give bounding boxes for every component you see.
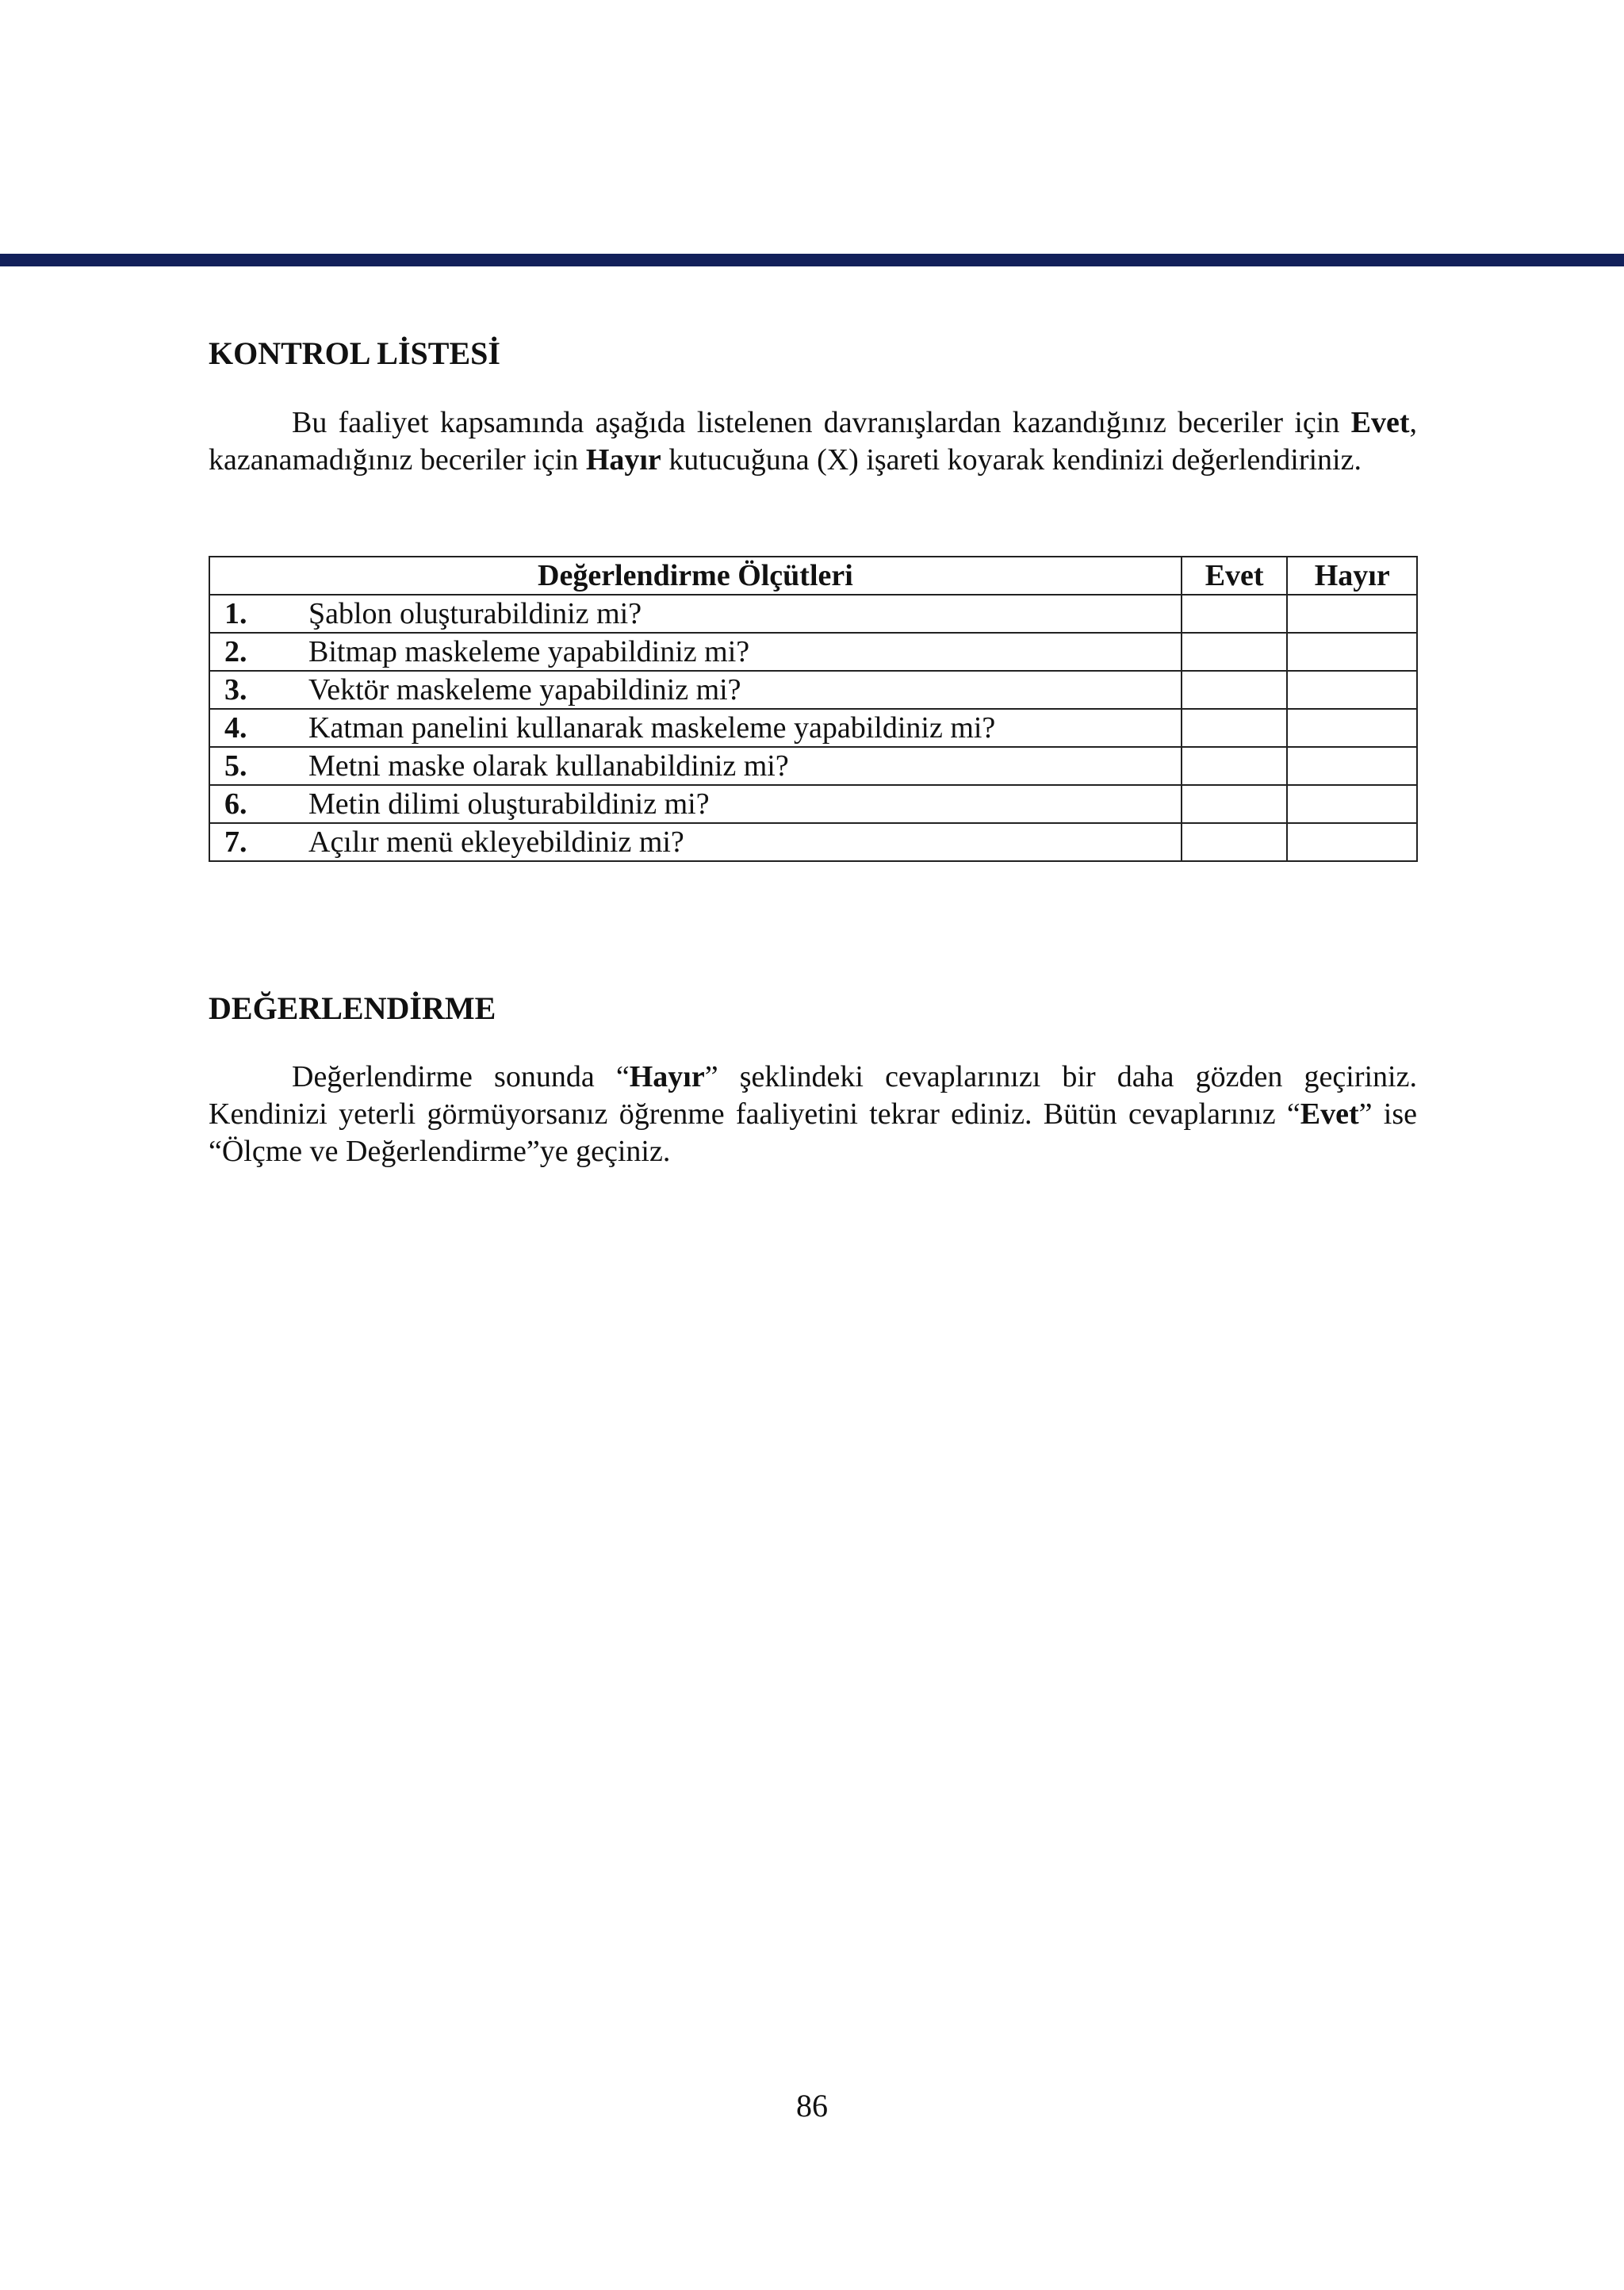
table-header-row (209, 557, 1417, 595)
evet-checkbox-cell[interactable] (1182, 633, 1288, 671)
row-text: Bitmap maskeleme yapabildiniz mi? (308, 635, 750, 668)
eval-text-evet: Evet (1300, 1097, 1359, 1131)
evet-checkbox-cell[interactable] (1182, 709, 1288, 747)
intro-paragraph-block (209, 404, 1417, 479)
header-evet: Evet (1182, 557, 1288, 595)
table-row (209, 747, 1417, 785)
criteria-cell (209, 633, 1182, 671)
eval-text-2: ” şeklindeki cevaplarınızı bir daha gözden geçiriniz. Kendinizi yeterli görmüyorsanız öğrenme faaliyetini tekrar ediniz. Bütün cevaplarınız “ (209, 1060, 1417, 1131)
criteria-cell (209, 747, 1182, 785)
criteria-cell (209, 823, 1182, 861)
criteria-cell (209, 785, 1182, 823)
hayir-checkbox-cell[interactable] (1287, 595, 1417, 633)
hayir-checkbox-cell[interactable] (1287, 671, 1417, 709)
row-text: Açılır menü ekleyebildiniz mi? (308, 825, 684, 859)
row-number: 3. (224, 673, 247, 707)
intro-text-2: , kazanamadığınız beceriler için (209, 406, 1417, 477)
row-text: Vektör maskeleme yapabildiniz mi? (308, 673, 741, 707)
section-degerlendirme (209, 990, 1417, 1028)
intro-paragraph (209, 404, 1417, 479)
hayir-checkbox-cell[interactable] (1287, 709, 1417, 747)
eval-text-hayir: Hayır (629, 1060, 705, 1093)
hayir-checkbox-cell[interactable] (1287, 747, 1417, 785)
intro-text-1: Bu faaliyet kapsamında aşağıda listelenen davranışlardan kazandığınız beceriler için (292, 406, 1351, 439)
table-row (209, 671, 1417, 709)
header-hayir: Hayır (1287, 557, 1417, 595)
intro-text-3: kutucuğuna (X) işareti koyarak kendinizi değerlendiriniz. (661, 443, 1362, 477)
evet-checkbox-cell[interactable] (1182, 823, 1288, 861)
row-text: Metin dilimi oluşturabildiniz mi? (308, 787, 710, 821)
row-number: 5. (224, 749, 247, 783)
eval-text-3: ” ise “Ölçme ve Değerlendirme”ye geçiniz. (209, 1097, 1418, 1168)
evet-checkbox-cell[interactable] (1182, 747, 1288, 785)
hayir-checkbox-cell[interactable] (1287, 823, 1417, 861)
table-row (209, 785, 1417, 823)
header-rule (0, 254, 1624, 266)
evet-checkbox-cell[interactable] (1182, 595, 1288, 633)
row-number: 1. (224, 597, 247, 630)
section-kontrol-listesi (209, 335, 1417, 373)
eval-text-1: Değerlendirme sonunda “ (292, 1060, 630, 1093)
table-row (209, 633, 1417, 671)
row-text: Şablon oluşturabildiniz mi? (308, 597, 642, 630)
evet-checkbox-cell[interactable] (1182, 671, 1288, 709)
evet-checkbox-cell[interactable] (1182, 785, 1288, 823)
section-heading-kontrol-listesi: KONTROL LİSTESİ (209, 335, 500, 371)
evaluation-paragraph (209, 1059, 1417, 1170)
row-number: 2. (224, 635, 247, 668)
table-row (209, 709, 1417, 747)
row-number: 7. (224, 825, 247, 859)
criteria-cell (209, 671, 1182, 709)
intro-text-hayir: Hayır (585, 443, 661, 477)
criteria-cell (209, 595, 1182, 633)
row-text: Katman panelini kullanarak maskeleme yapabildiniz mi? (308, 711, 996, 745)
row-number: 6. (224, 787, 247, 821)
checklist-table (209, 556, 1418, 862)
table-row (209, 823, 1417, 861)
intro-text-evet: Evet (1350, 406, 1410, 439)
hayir-checkbox-cell[interactable] (1287, 785, 1417, 823)
table-row (209, 595, 1417, 633)
criteria-cell (209, 709, 1182, 747)
evaluation-paragraph-block (209, 1059, 1417, 1170)
page-number: 86 (796, 2088, 828, 2123)
header-criteria: Değerlendirme Ölçütleri (209, 557, 1182, 595)
section-heading-degerlendirme: DEĞERLENDİRME (209, 990, 496, 1026)
row-number: 4. (224, 711, 247, 745)
hayir-checkbox-cell[interactable] (1287, 633, 1417, 671)
row-text: Metni maske olarak kullanabildiniz mi? (308, 749, 789, 783)
